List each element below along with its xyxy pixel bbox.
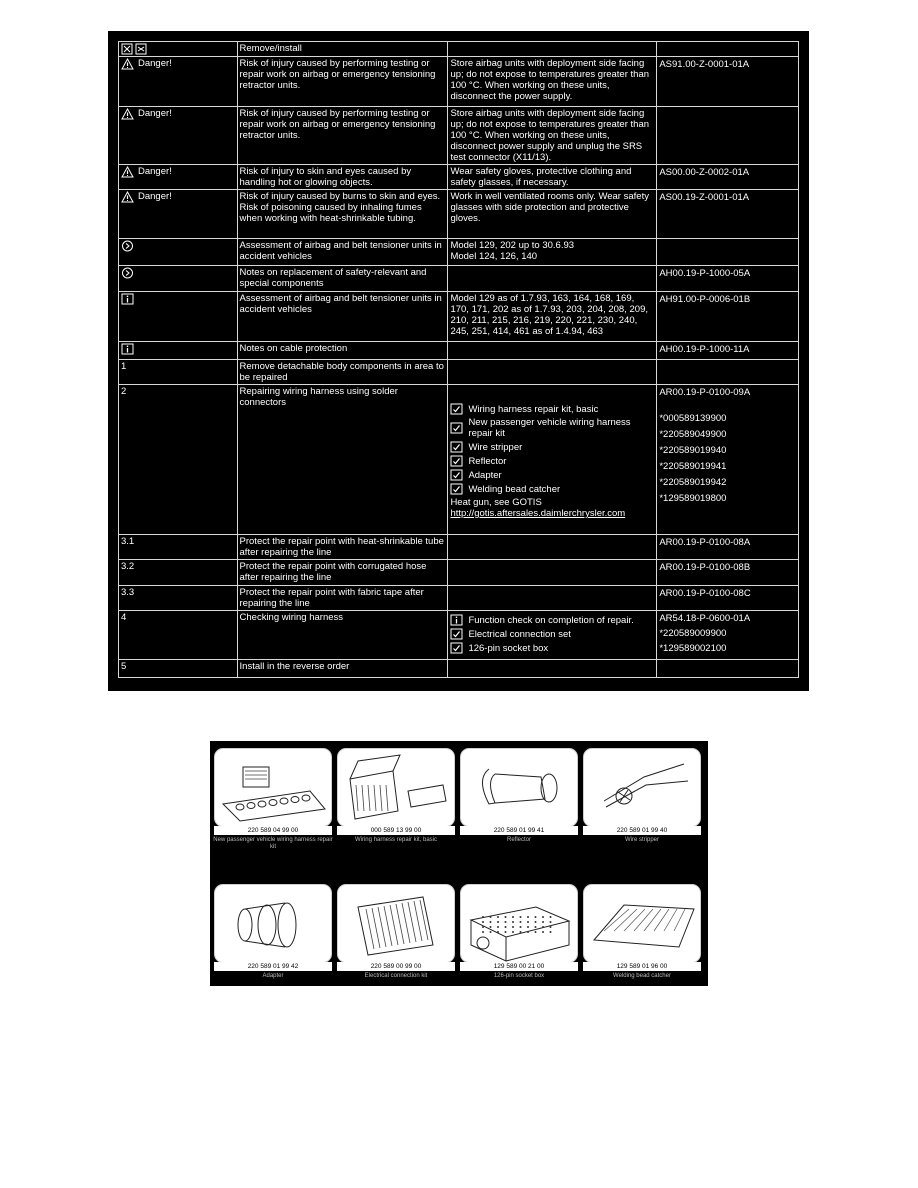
- reference-code: AR00.19-P-0100-09A: [659, 387, 751, 398]
- instruction-cell: Store airbag units with deployment side facing up; do not expose to temperatures greater than 100 °C. When working on these units, disconnect power supply and unplug the SRS test connector (X11/13).: [448, 107, 657, 165]
- row-label: Danger!: [138, 166, 172, 177]
- reference-code: AH00.19-P-1000-05A: [659, 268, 751, 279]
- reference-cell: [657, 57, 799, 107]
- table-row: [119, 57, 799, 107]
- tool-reference-icon: [450, 642, 463, 654]
- connection-kit-icon: [337, 884, 455, 963]
- instruction-cell: [448, 266, 657, 292]
- info-icon: [121, 293, 134, 305]
- reference-cell: [657, 660, 799, 678]
- part-number: 220 589 01 99 42: [214, 962, 332, 971]
- row-label: Danger!: [138, 58, 172, 69]
- tool-reference-icon: [450, 441, 463, 453]
- tool-item-label: Welding bead catcher: [468, 483, 561, 495]
- tool-reference-icon: [450, 469, 463, 481]
- reference-code: AR54.18-P-0600-01A: [659, 613, 751, 624]
- spacer: [659, 399, 796, 409]
- description-cell: Remove/install: [237, 42, 448, 57]
- reference-cell: [657, 560, 799, 586]
- description-cell: Remove detachable body components in area to be repaired: [237, 360, 448, 385]
- heat-gun-note: Heat gun, see GOTIS: [450, 497, 542, 508]
- reference-cell: [657, 360, 799, 385]
- reference-code: AH00.19-P-1000-11A: [659, 344, 750, 355]
- part-number: 129 589 00 21 00: [460, 962, 578, 971]
- tool-code: *220589019942: [659, 477, 727, 488]
- tool-reference-icon: [450, 455, 463, 467]
- reference-code: AH91.00-P-0006-01B: [659, 294, 751, 305]
- row-symbol-cell: [119, 535, 238, 560]
- instruction-cell: [448, 360, 657, 385]
- description-cell: Notes on cable protection: [237, 342, 448, 360]
- table-row: [119, 266, 799, 292]
- part-number: 220 589 04 99 00: [214, 826, 332, 835]
- table-row: [119, 107, 799, 165]
- check-item: [450, 642, 654, 654]
- row-label: Danger!: [138, 108, 172, 119]
- warning-icon: [121, 166, 134, 178]
- row-symbol-cell: [119, 165, 238, 190]
- instruction-cell: [448, 560, 657, 586]
- reference-code: AS00.00-Z-0002-01A: [659, 167, 750, 178]
- repair-case-icon: [337, 748, 455, 827]
- row-label: 3.3: [121, 587, 135, 598]
- tool-item-label: New passenger vehicle wiring harness repair kit: [468, 417, 631, 439]
- row-label: 3.1: [121, 536, 135, 547]
- instruction-cell: [448, 342, 657, 360]
- tool-item-label: Adapter: [468, 469, 502, 481]
- table-row: [119, 660, 799, 678]
- reference-cell: [657, 266, 799, 292]
- description-cell: Risk of injury caused by burns to skin and eyes. Risk of poisoning caused by inhaling fumes when working with heat-shrinkable tubing.: [237, 190, 448, 239]
- row-symbol-cell: [119, 292, 238, 342]
- instruction-cell: Model 129, 202 up to 30.6.93 Model 124, 126, 140: [448, 239, 657, 266]
- tool-code: *129589002100: [659, 643, 727, 654]
- warning-icon: [121, 58, 134, 70]
- row-symbol-cell: [119, 42, 238, 57]
- tool-item-label: Wire stripper: [468, 441, 523, 453]
- tool-item: [450, 455, 654, 467]
- procedure-sheet: [108, 31, 809, 691]
- procedure-table: [118, 41, 799, 678]
- table-row: [119, 535, 799, 560]
- tool-item-label: Wiring harness repair kit, basic: [468, 403, 599, 415]
- description-cell: Protect the repair point with corrugated hose after repairing the line: [237, 560, 448, 586]
- tool-reference-icon: [450, 483, 463, 495]
- tool-code: *220589009900: [659, 628, 727, 639]
- row-symbol-cell: [119, 190, 238, 239]
- reference-cell: [657, 107, 799, 165]
- table-row: [119, 360, 799, 385]
- repair-kit-icon: [214, 748, 332, 827]
- reference-cell: [657, 292, 799, 342]
- instruction-cell: Store airbag units with deployment side facing up; do not expose to temperatures greater than 100 °C. When working on these units, disconnect the power supply.: [448, 57, 657, 107]
- instruction-cell: Model 129 as of 1.7.93, 163, 164, 168, 169, 170, 171, 202 as of 1.7.93, 203, 204, 208, 209, 210, 211, 215, 216, 219, 220, 221, 230, 240, 245, 251, 414, 461 as of 1.4.94, 463: [448, 292, 657, 342]
- description-cell: Repairing wiring harness using solder connectors: [237, 385, 448, 535]
- row-label: 1: [121, 361, 127, 372]
- info-icon: [121, 343, 134, 355]
- table-row: [119, 385, 799, 535]
- socket-box-icon: [460, 884, 578, 963]
- row-symbol-cell: [119, 360, 238, 385]
- tool-item: [450, 441, 654, 453]
- description-cell: Assessment of airbag and belt tensioner units in accident vehicles: [237, 239, 448, 266]
- tool-code: *000589139900: [659, 413, 727, 424]
- tool-item: [450, 469, 654, 481]
- instruction-cell: [448, 586, 657, 611]
- reference-cell: [657, 586, 799, 611]
- instruction-cell: Work in well ventilated rooms only. Wear safety glasses with side protection and protective gloves.: [448, 190, 657, 239]
- circle-note-icon: [121, 267, 134, 279]
- tool-item: [450, 403, 654, 415]
- row-label: 4: [121, 612, 127, 623]
- tool-code: *220589019941: [659, 461, 727, 472]
- description-cell: Protect the repair point with fabric tape after repairing the line: [237, 586, 448, 611]
- warning-icon: [121, 191, 134, 203]
- description-cell: Install in the reverse order: [237, 660, 448, 678]
- table-row: [119, 165, 799, 190]
- description-cell: Risk of injury caused by performing testing or repair work on airbag or emergency tensioning retractor units.: [237, 107, 448, 165]
- instruction-cell: Wear safety gloves, protective clothing and safety glasses, if necessary.: [448, 165, 657, 190]
- row-label: Danger!: [138, 191, 172, 202]
- tool-reference-icon: [450, 422, 463, 434]
- table-row: [119, 560, 799, 586]
- table-row: [119, 342, 799, 360]
- reference-cell: [657, 342, 799, 360]
- reference-code: AS91.00-Z-0001-01A: [659, 59, 750, 70]
- part-number: 220 589 00 99 00: [337, 962, 455, 971]
- tool-item: [450, 483, 654, 495]
- description-cell: Notes on replacement of safety-relevant and special components: [237, 266, 448, 292]
- tool-code: *220589019940: [659, 445, 727, 456]
- table-row: [119, 190, 799, 239]
- remove-install-icon: [121, 43, 147, 55]
- tool-item-label: Reflector: [468, 455, 507, 467]
- tool-caption: New passenger vehicle wiring harness repair kit: [213, 837, 333, 850]
- tool-reference-icon: [450, 403, 463, 415]
- gotis-link[interactable]: http://gotis.aftersales.daimlerchrysler.com: [450, 508, 626, 519]
- reference-code: AS00.19-Z-0001-01A: [659, 192, 750, 203]
- check-item: [450, 628, 654, 640]
- row-symbol-cell: [119, 660, 238, 678]
- table-row: [119, 586, 799, 611]
- part-number: 129 589 01 96 00: [583, 962, 701, 971]
- reference-cell: [657, 611, 799, 660]
- part-number: 220 589 01 99 40: [583, 826, 701, 835]
- description-cell: Checking wiring harness: [237, 611, 448, 660]
- circle-note-icon: [121, 240, 134, 252]
- tool-reference-icon: [450, 628, 463, 640]
- row-symbol-cell: [119, 385, 238, 535]
- check-item-label: Function check on completion of repair.: [468, 614, 634, 626]
- reflector-icon: [460, 748, 578, 827]
- info-icon: [450, 614, 463, 626]
- reference-code: AR00.19-P-0100-08C: [659, 588, 751, 599]
- reference-cell: [657, 190, 799, 239]
- row-symbol-cell: [119, 342, 238, 360]
- tool-caption: Welding bead catcher: [613, 973, 671, 979]
- warning-icon: [121, 108, 134, 120]
- row-symbol-cell: [119, 266, 238, 292]
- reference-code: AR00.19-P-0100-08A: [659, 537, 751, 548]
- row-label: 2: [121, 386, 127, 397]
- tool-code: *129589019800: [659, 493, 727, 504]
- reference-code: AR00.19-P-0100-08B: [659, 562, 751, 573]
- table-row: [119, 42, 799, 57]
- row-symbol-cell: [119, 239, 238, 266]
- table-row: [119, 292, 799, 342]
- tool-caption: Wiring harness repair kit, basic: [354, 837, 438, 843]
- table-row: [119, 239, 799, 266]
- reference-cell: [657, 165, 799, 190]
- instruction-cell: [448, 611, 657, 660]
- row-symbol-cell: [119, 57, 238, 107]
- description-cell: Protect the repair point with heat-shrinkable tube after repairing the line: [237, 535, 448, 560]
- tool-caption: 126-pin socket box: [493, 973, 545, 979]
- tools-illustration-panel: [210, 741, 708, 986]
- part-number: 000 589 13 99 00: [337, 826, 455, 835]
- row-label: 3.2: [121, 561, 135, 572]
- reference-cell: [657, 385, 799, 535]
- check-item: [450, 614, 654, 626]
- reference-cell: [657, 42, 799, 57]
- reference-cell: [657, 239, 799, 266]
- row-label: 5: [121, 661, 127, 672]
- tool-caption: Electrical connection kit: [364, 973, 428, 979]
- tool-caption: Reflector: [506, 837, 531, 843]
- instruction-cell: [448, 385, 657, 535]
- spacer: [450, 386, 654, 401]
- part-number: 220 589 01 99 41: [460, 826, 578, 835]
- description-cell: Assessment of airbag and belt tensioner units in accident vehicles: [237, 292, 448, 342]
- table-row: [119, 611, 799, 660]
- row-symbol-cell: [119, 611, 238, 660]
- row-symbol-cell: [119, 107, 238, 165]
- instruction-cell: [448, 535, 657, 560]
- tool-caption: Adapter: [262, 973, 284, 979]
- check-item-label: Electrical connection set: [468, 628, 571, 640]
- wire-stripper-icon: [583, 748, 701, 827]
- instruction-cell: [448, 660, 657, 678]
- description-cell: Risk of injury to skin and eyes caused by handling hot or glowing objects.: [237, 165, 448, 190]
- reference-cell: [657, 535, 799, 560]
- row-symbol-cell: [119, 560, 238, 586]
- tool-code: *220589049900: [659, 429, 727, 440]
- row-symbol-cell: [119, 586, 238, 611]
- tool-item: [450, 417, 654, 439]
- check-item-label: 126-pin socket box: [468, 642, 549, 654]
- tool-caption: Wire stripper: [624, 837, 659, 843]
- description-cell: Risk of injury caused by performing testing or repair work on airbag or emergency tensioning retractor units.: [237, 57, 448, 107]
- adapter-icon: [214, 884, 332, 963]
- instruction-cell: [448, 42, 657, 57]
- bead-catcher-icon: [583, 884, 701, 963]
